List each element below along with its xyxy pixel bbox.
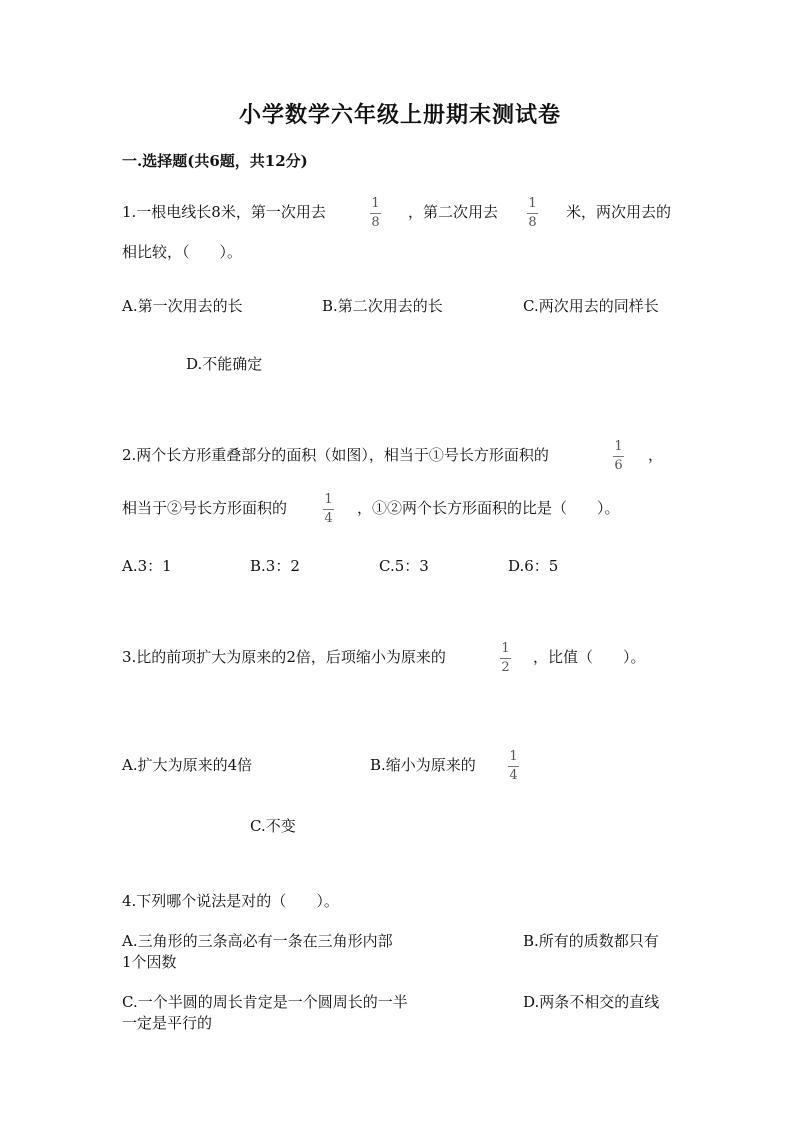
fraction-bar [508, 766, 519, 767]
q2-text-2: ， [648, 446, 664, 464]
fraction-denominator: 4 [509, 768, 518, 783]
fraction-denominator: 4 [324, 511, 333, 526]
q2-option-c[interactable]: C.5：3 [379, 557, 429, 575]
fraction-denominator: 8 [528, 215, 537, 230]
q3-fraction-1 [500, 641, 511, 675]
q2-option-b[interactable]: B.3：2 [250, 557, 300, 575]
fraction-denominator: 2 [501, 660, 510, 675]
q1-option-a[interactable]: A.第一次用去的长 [122, 297, 243, 315]
fraction-denominator: 8 [371, 215, 380, 230]
q1-text-1: 1.一根电线长8米，第一次用去 [122, 203, 326, 221]
q4-option-c[interactable]: C.一个半圆的周长肯定是一个圆周长的一半 [122, 993, 408, 1011]
q1-option-c[interactable]: C.两次用去的同样长 [523, 297, 659, 315]
q3-option-c[interactable]: C.不变 [250, 817, 296, 835]
fraction-bar [527, 213, 538, 214]
q2-text-3: 相当于②号长方形面积的 [122, 499, 288, 517]
fraction-numerator: 1 [528, 196, 537, 211]
q3-option-b-fraction [508, 749, 519, 783]
fraction-bar [370, 213, 381, 214]
q2-text-4: ，①②两个长方形面积的比是（ ）。 [357, 499, 620, 517]
q1-fraction-2 [527, 196, 538, 230]
q2-option-d[interactable]: D.6：5 [508, 557, 559, 575]
fraction-bar [323, 509, 334, 510]
q2-option-a[interactable]: A.3：1 [122, 557, 172, 575]
fraction-numerator: 1 [614, 439, 623, 454]
q3-option-b[interactable]: B.缩小为原来的 [370, 756, 476, 774]
q2-fraction-1 [613, 439, 624, 473]
fraction-numerator: 1 [324, 492, 333, 507]
q3-text-2: ，比值（ ）。 [533, 648, 646, 666]
q1-option-d[interactable]: D.不能确定 [186, 355, 263, 373]
fraction-numerator: 1 [501, 641, 510, 656]
q4-option-a[interactable]: A.三角形的三条高必有一条在三角形内部 [122, 932, 393, 950]
fraction-denominator: 6 [614, 458, 623, 473]
q1-text-2: ，第二次用去 [408, 203, 499, 221]
q2-text-1: 2.两个长方形重叠部分的面积（如图），相当于①号长方形面积的 [122, 446, 549, 464]
q1-option-b[interactable]: B.第二次用去的长 [322, 297, 443, 315]
q4-option-b[interactable]: B.所有的质数都只有 [523, 932, 659, 950]
q1-fraction-1 [370, 196, 381, 230]
q4-option-d-continued: 一定是平行的 [122, 1014, 213, 1032]
q4-text-1: 4.下列哪个说法是对的（ ）。 [122, 892, 339, 910]
section-heading: 一.选择题(共6题，共12分) [122, 152, 308, 170]
q1-text-3: 米，两次用去的 [566, 203, 672, 221]
q4-option-d[interactable]: D.两条不相交的直线 [523, 993, 660, 1011]
q4-option-b-continued: 1个因数 [122, 953, 177, 971]
q2-fraction-2 [323, 492, 334, 526]
fraction-numerator: 1 [371, 196, 380, 211]
q3-option-a[interactable]: A.扩大为原来的4倍 [122, 756, 253, 774]
fraction-numerator: 1 [509, 749, 518, 764]
q1-text-4: 相比较，（ ）。 [122, 243, 243, 261]
page-title: 小学数学六年级上册期末测试卷 [238, 102, 561, 128]
q3-text-1: 3.比的前项扩大为原来的2倍，后项缩小为原来的 [122, 648, 446, 666]
fraction-bar [500, 658, 511, 659]
fraction-bar [613, 456, 624, 457]
